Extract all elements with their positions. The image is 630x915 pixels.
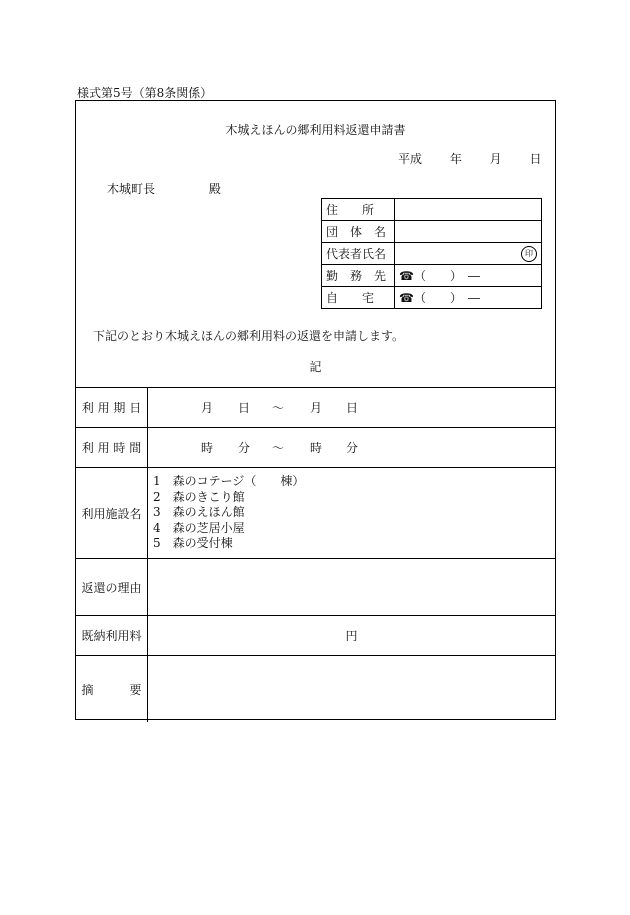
date-era: 平成: [398, 152, 423, 166]
workplace-phone-field[interactable]: ☎（ ） ―: [395, 265, 542, 287]
period-field[interactable]: [148, 388, 556, 428]
date-year: 年: [449, 152, 462, 166]
addressee-name: 木城町長: [107, 182, 156, 196]
application-form: [75, 100, 556, 720]
time-minute-start: 分: [238, 441, 251, 455]
home-label: 自 宅: [322, 287, 395, 309]
address-label: 住 所: [322, 199, 395, 221]
facility-option[interactable]: 1 森のコテージ（ 棟）: [153, 474, 305, 489]
representative-label: 代表者氏名: [322, 243, 395, 265]
reason-label: 返還の理由: [76, 559, 148, 616]
time-label: 利 用 時 間: [76, 428, 148, 468]
facility-field: [148, 468, 556, 559]
date-day: 日: [529, 152, 542, 166]
period-label: 利 用 期 日: [76, 388, 148, 428]
ki-mark: 記: [309, 360, 322, 374]
time-field[interactable]: [148, 428, 556, 468]
time-hour-end: 時: [310, 441, 323, 455]
workplace-label: 勤 務 先: [322, 265, 395, 287]
group-row: [322, 221, 542, 243]
form-title: 木城えほんの郷利用料返還申請書: [225, 123, 406, 137]
workplace-row: [322, 265, 542, 287]
time-tilde: ～: [272, 441, 285, 455]
time-hour-start: 時: [201, 441, 214, 455]
address-field[interactable]: [395, 199, 542, 221]
group-label: 団 体 名: [322, 221, 395, 243]
detail-table: [76, 387, 555, 722]
request-text: 下記のとおり木城えほんの郷利用料の返還を申請します。: [93, 329, 405, 343]
addressee-honorific: 殿: [208, 182, 221, 196]
representative-field[interactable]: [395, 243, 542, 265]
memo-row: [76, 656, 555, 723]
time-minute-end: 分: [346, 441, 359, 455]
memo-field[interactable]: [148, 656, 556, 723]
fee-unit: 円: [345, 629, 358, 643]
fee-row: [76, 616, 555, 656]
facility-label: 利用施設名: [76, 468, 148, 559]
form-number: 様式第5号（第8条関係）: [77, 86, 213, 100]
memo-label: 摘 要: [76, 656, 148, 723]
facility-option[interactable]: 2 森のきこり館: [153, 489, 245, 504]
fee-field[interactable]: [148, 616, 556, 656]
date-line: [398, 150, 542, 167]
period-month-end: 月: [310, 401, 323, 415]
time-row: [76, 428, 555, 468]
group-field[interactable]: [395, 221, 542, 243]
period-row: [76, 388, 555, 428]
fee-label: 既納利用料: [76, 616, 148, 656]
period-day-start: 日: [238, 401, 251, 415]
representative-row: [322, 243, 542, 265]
period-day-end: 日: [346, 401, 359, 415]
address-row: [322, 199, 542, 221]
period-tilde: ～: [272, 401, 285, 415]
facility-option[interactable]: 4 森の芝居小屋: [153, 520, 245, 535]
reason-field[interactable]: [148, 559, 556, 616]
applicant-table: [321, 198, 542, 309]
period-month-start: 月: [201, 401, 214, 415]
date-month: 月: [489, 152, 502, 166]
reason-row: [76, 559, 555, 616]
facility-option[interactable]: 5 森の受付棟: [153, 536, 233, 551]
facility-option[interactable]: 3 森のえほん館: [153, 505, 245, 520]
facility-row: [76, 468, 555, 559]
seal-icon: 印: [521, 246, 537, 262]
home-phone-field[interactable]: ☎（ ） ―: [395, 287, 542, 309]
addressee: [107, 180, 221, 197]
home-row: [322, 287, 542, 309]
